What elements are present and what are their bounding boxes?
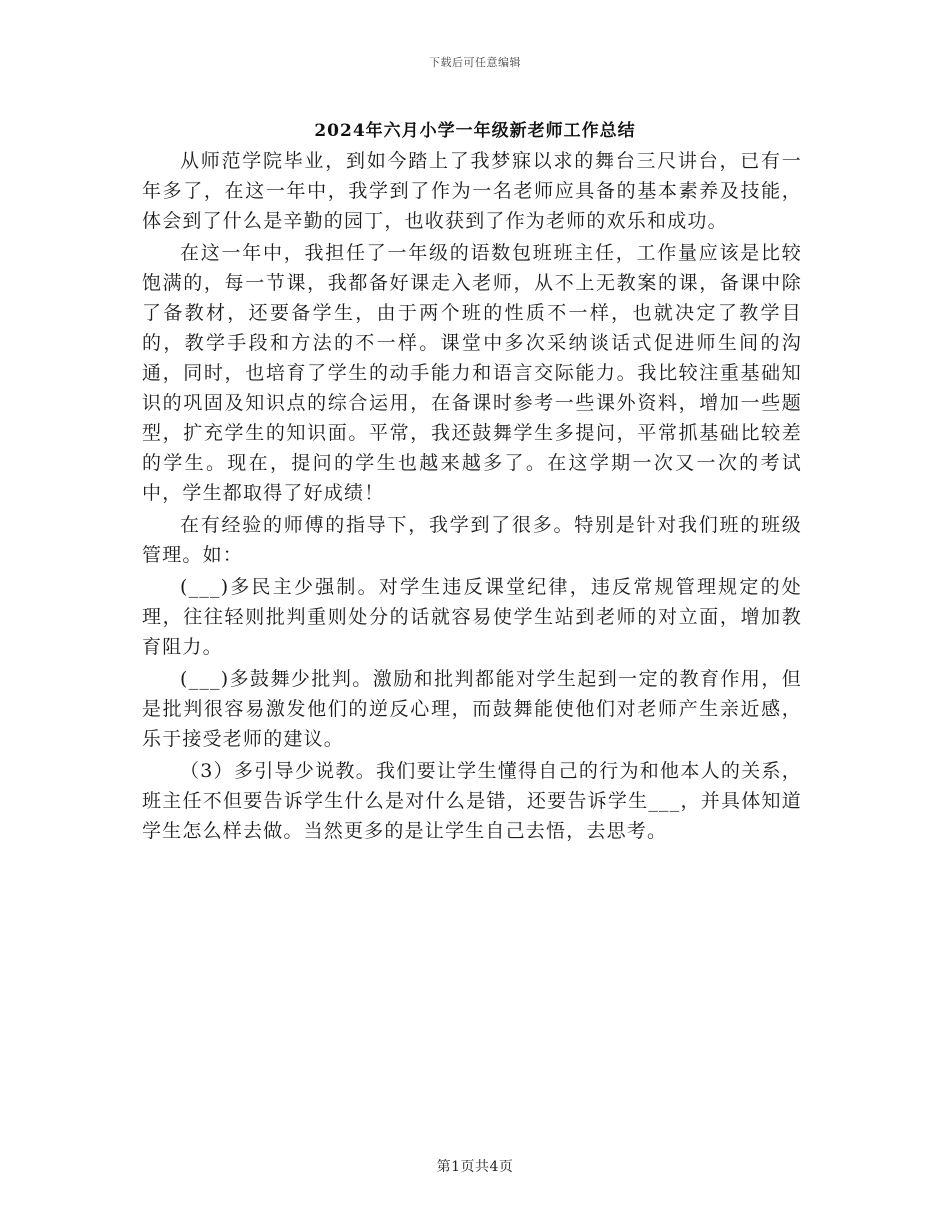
- document-title: 2024年六月小学一年级新老师工作总结: [314, 121, 636, 141]
- page-footer: 第1页共4页: [436, 1159, 514, 1175]
- paragraph-mentor: 在有经验的师傅的指导下，我学到了很多。特别是针对我们班的班级管理。如：: [142, 514, 802, 566]
- header-note: 下载后可任意编辑: [429, 56, 521, 69]
- document-body: [142, 146, 802, 846]
- paragraph-point-1: (___)多民主少强制。对学生违反课堂纪律，违反常规管理规定的处理，往往轻则批判重则处分的话就容易使学生站到老师的对立面，增加教育阻力。: [142, 576, 802, 658]
- paragraph-intro: 从师范学院毕业，到如今踏上了我梦寐以求的舞台三尺讲台，已有一年多了，在这一年中，我学到了作为一名老师应具备的基本素养及技能，体会到了什么是辛勤的园丁，也收获到了作为老师的欢乐和成功。: [142, 150, 802, 232]
- paragraph-point-2: (___)多鼓舞少批判。激励和批判都能对学生起到一定的教育作用，但是批判很容易激发他们的逆反心理，而鼓舞能使他们对老师产生亲近感，乐于接受老师的建议。: [142, 668, 802, 750]
- paragraph-teaching: 在这一年中，我担任了一年级的语数包班班主任，工作量应该是比较饱满的，每一节课，我都备好课走入老师，从不上无教案的课，备课中除了备教材，还要备学生，由于两个班的性质不一样，也就决定了教学目的，教学手段和方法的不一样。课堂中多次采纳谈话式促进师生间的沟通，同时，也培育了学生的动手能力和语言交际能力。我比较注重基础知识的巩固及知识点的综合运用，在备课时参考一些课外资料，增加一些题型，扩充学生的知识面。平常，我还鼓舞学生多提问，平常抓基础比较差的学生。现在，提问的学生也越来越多了。在这学期一次又一次的考试中，学生都取得了好成绩！: [142, 242, 802, 504]
- paragraph-point-3: （3）多引导少说教。我们要让学生懂得自己的行为和他本人的关系，班主任不但要告诉学生什么是对什么是错，还要告诉学生___，并具体知道学生怎么样去做。当然更多的是让学生自己去悟，去思考。: [142, 760, 802, 842]
